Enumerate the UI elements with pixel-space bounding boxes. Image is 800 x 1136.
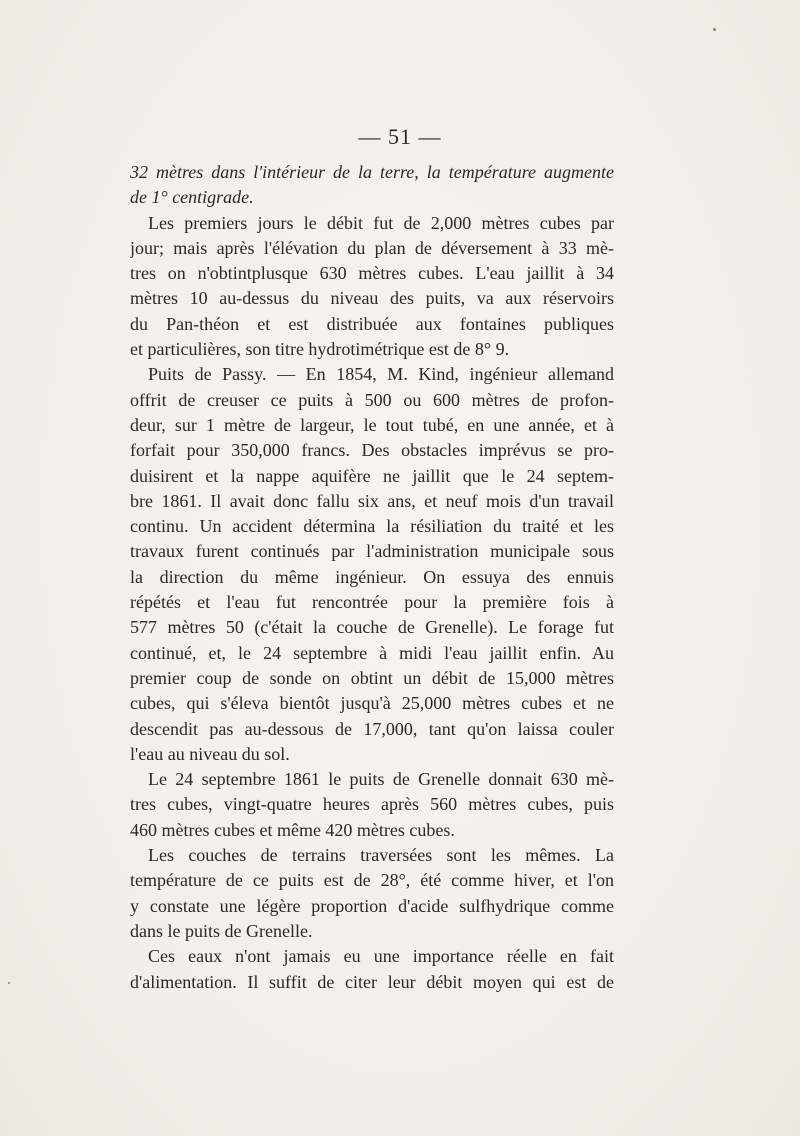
- paper-speck: [713, 28, 716, 31]
- text-line: 460 mètres cubes et même 420 mètres cubes.: [130, 819, 455, 840]
- text-line: tres cubes, vingt-quatre heures après 560 mètres cubes, puis: [130, 794, 614, 815]
- text-line: bre 1861. Il avait donc fallu six ans, et neuf mois d'un travail: [130, 490, 614, 511]
- text-line: y constate une légère proportion d'acide sulfhydrique comme: [130, 895, 614, 916]
- text-line: premier coup de sonde on obtint un débit de 15,000 mètres: [130, 667, 614, 688]
- text-line: Puits de Passy. — En 1854, M. Kind, ingénieur allemand: [148, 364, 614, 385]
- text-line: descendit pas au-dessous de 17,000, tant qu'on laissa couler: [130, 718, 614, 739]
- text-line: du Pan-théon et est distribuée aux fontaines publiques: [130, 313, 614, 334]
- text-line: répétés et l'eau fut rencontrée pour la première fois à: [130, 592, 614, 613]
- text-line: dans le puits de Grenelle.: [130, 920, 313, 941]
- text-line: 32 mètres dans l'intérieur de la terre, la température augmente: [130, 162, 614, 182]
- text-line: et particulières, son titre hydrotimétrique est de 8° 9.: [130, 339, 510, 360]
- text-line: de 1° centigrade.: [130, 187, 254, 208]
- text-line: jour; mais après l'élévation du plan de déversement à 33 mè-: [130, 237, 614, 258]
- text-line: offrit de creuser ce puits à 500 ou 600 mètres de profon-: [130, 389, 614, 410]
- text-line: mètres 10 au-dessus du niveau des puits, va aux réservoirs: [130, 288, 614, 309]
- text-line: deur, sur 1 mètre de largeur, le tout tubé, en une année, et à: [130, 414, 614, 435]
- text-line: 577 mètres 50 (c'était la couche de Grenelle). Le forage fut: [130, 617, 614, 638]
- text-line: température de ce puits est de 28°, été comme hiver, et l'on: [130, 870, 614, 891]
- text-line: tres on n'obtintplusque 630 mètres cubes. L'eau jaillit à 34: [130, 263, 614, 284]
- text-line: forfait pour 350,000 francs. Des obstacles imprévus se pro-: [130, 440, 614, 461]
- body-text: [130, 160, 614, 995]
- text-line: Les couches de terrains traversées sont les mêmes. La: [148, 845, 614, 866]
- text-line: continué, et, le 24 septembre à midi l'eau jaillit enfin. Au: [130, 642, 614, 663]
- text-line: l'eau au niveau du sol.: [130, 743, 290, 764]
- paper-speck: [8, 982, 10, 984]
- text-line: d'alimentation. Il suffit de citer leur débit moyen qui est de: [130, 971, 614, 992]
- text-line: Les premiers jours le débit fut de 2,000 mètres cubes par: [148, 212, 614, 233]
- text-line: cubes, qui s'éleva bientôt jusqu'à 25,000 mètres cubes et ne: [130, 693, 614, 714]
- text-line: travaux furent continués par l'administration municipale sous: [130, 541, 614, 562]
- text-line: Le 24 septembre 1861 le puits de Grenelle donnait 630 mè-: [148, 769, 614, 790]
- text-line: duisirent et la nappe aquifère ne jaillit que le 24 septem-: [130, 465, 614, 486]
- page-number: — 51 —: [358, 124, 442, 149]
- text-line: Ces eaux n'ont jamais eu une importance réelle en fait: [148, 946, 614, 967]
- text-line: continu. Un accident détermina la résiliation du traité et les: [130, 516, 614, 537]
- text-line: la direction du même ingénieur. On essuya des ennuis: [130, 566, 614, 587]
